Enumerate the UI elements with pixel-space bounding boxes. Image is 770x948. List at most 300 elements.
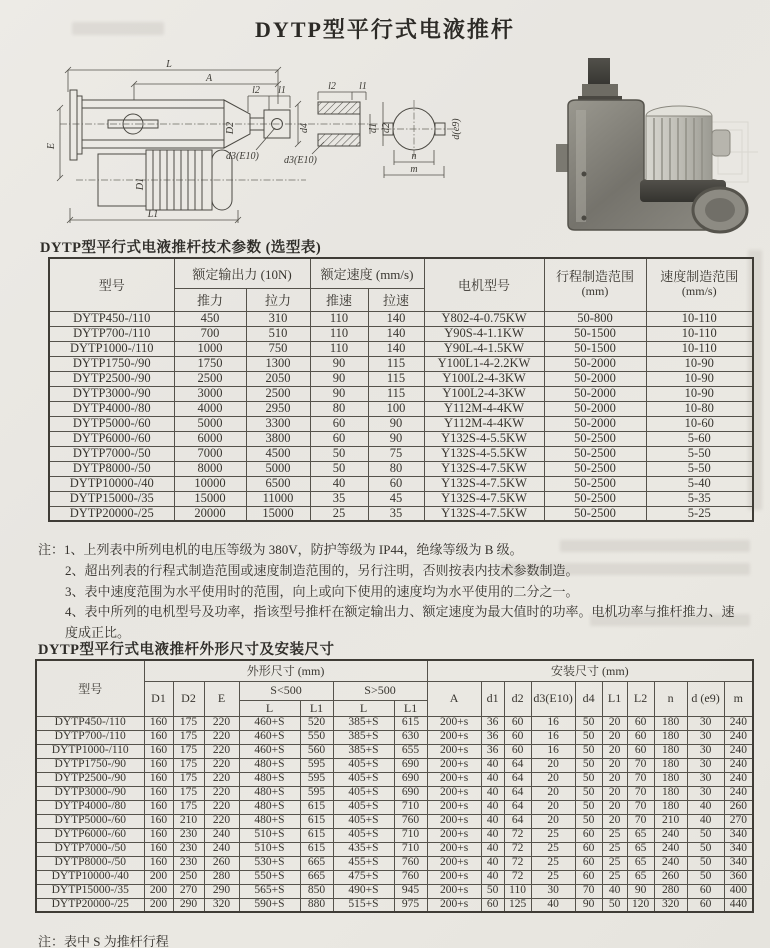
cell: 880 xyxy=(300,898,333,912)
cell: 20 xyxy=(531,800,575,814)
cell: 200+s xyxy=(427,884,481,898)
cell: 240 xyxy=(724,772,753,786)
col-stroke-range-unit: (mm) xyxy=(581,284,609,299)
dim-label-L1: L1 xyxy=(147,209,159,220)
table-row xyxy=(49,506,753,521)
cell: 20 xyxy=(602,814,627,828)
cell: 290 xyxy=(173,898,204,912)
cell: 455+S xyxy=(333,856,394,870)
cell: 10000 xyxy=(174,476,246,491)
dim-label-m: m xyxy=(410,164,418,175)
cell: 310 xyxy=(246,311,310,326)
cell: 64 xyxy=(504,800,531,814)
cell: 700 xyxy=(174,326,246,341)
cell: 200+s xyxy=(427,786,481,800)
dim-label-d4: d4 xyxy=(299,123,310,133)
cell: 220 xyxy=(204,758,239,772)
cell: 560 xyxy=(300,744,333,758)
cell: 90 xyxy=(310,371,368,386)
cell: 515+S xyxy=(333,898,394,912)
cell: 665 xyxy=(300,856,333,870)
col2-A: A xyxy=(427,681,481,716)
table-row xyxy=(49,416,753,431)
cell: 280 xyxy=(654,884,687,898)
table-row xyxy=(49,386,753,401)
cell: 70 xyxy=(627,772,654,786)
dim-label-de9: d(e9) xyxy=(451,118,462,140)
cell: 595 xyxy=(300,758,333,772)
cell: 90 xyxy=(368,431,424,446)
cell: 7000 xyxy=(174,446,246,461)
cell: 240 xyxy=(724,730,753,744)
cell: 60 xyxy=(687,884,724,898)
cell: 210 xyxy=(654,814,687,828)
cell: Y132S-4-5.5KW xyxy=(424,431,544,446)
cell: 220 xyxy=(204,730,239,744)
cell: 36 xyxy=(481,716,504,730)
col2-D1: D1 xyxy=(144,681,173,716)
cell: Y132S-4-7.5KW xyxy=(424,461,544,476)
cell: 175 xyxy=(173,716,204,730)
dimension-table xyxy=(35,659,754,913)
cell: 15000 xyxy=(246,506,310,521)
cell: 110 xyxy=(310,311,368,326)
cell: 405+S xyxy=(333,772,394,786)
cell: 200 xyxy=(144,884,173,898)
cell: DYTP3000-/90 xyxy=(49,386,174,401)
cell: 40 xyxy=(481,814,504,828)
cell: 460+S xyxy=(239,730,300,744)
page-title: DYTP型平行式电液推杆 xyxy=(255,17,515,42)
cell: DYTP5000-/60 xyxy=(36,814,144,828)
cell: 36 xyxy=(481,730,504,744)
cell: Y100L2-4-3KW xyxy=(424,386,544,401)
cell: 405+S xyxy=(333,814,394,828)
col-pull-speed: 拉速 xyxy=(368,288,424,311)
cell: 510+S xyxy=(239,828,300,842)
cell: DYTP20000-/25 xyxy=(36,898,144,912)
cell: 25 xyxy=(602,842,627,856)
cell: 480+S xyxy=(239,800,300,814)
cell: 25 xyxy=(602,856,627,870)
cell: 260 xyxy=(204,856,239,870)
cell: 50-2500 xyxy=(544,446,646,461)
col2-install-group: 安装尺寸 (mm) xyxy=(427,660,753,681)
col-stroke-range-title: 行程制造范围 xyxy=(556,269,635,285)
col2-d3: d3(E10) xyxy=(531,681,575,716)
table-row xyxy=(36,716,753,730)
cell: 3300 xyxy=(246,416,310,431)
cell: 200+s xyxy=(427,758,481,772)
cell: 60 xyxy=(310,416,368,431)
cell: 480+S xyxy=(239,758,300,772)
cell: DYTP1000-/110 xyxy=(49,341,174,356)
cell: 630 xyxy=(394,730,427,744)
cell: 760 xyxy=(394,870,427,884)
cell: 20 xyxy=(531,786,575,800)
cell: 16 xyxy=(531,730,575,744)
table-row xyxy=(49,491,753,506)
cell: 50 xyxy=(687,856,724,870)
cell: 70 xyxy=(627,786,654,800)
cell: 50-2500 xyxy=(544,476,646,491)
cell: 3000 xyxy=(174,386,246,401)
cell: 655 xyxy=(394,744,427,758)
cell: 50-1500 xyxy=(544,341,646,356)
cell: 180 xyxy=(654,730,687,744)
cell: 160 xyxy=(144,744,173,758)
cell: Y132S-4-7.5KW xyxy=(424,491,544,506)
cell: 60 xyxy=(504,744,531,758)
cell: 50-1500 xyxy=(544,326,646,341)
cell: 65 xyxy=(627,856,654,870)
cell: DYTP2500-/90 xyxy=(36,772,144,786)
cell: 40 xyxy=(481,856,504,870)
col-pull-force: 拉力 xyxy=(246,288,310,311)
cell: 710 xyxy=(394,828,427,842)
cell: 160 xyxy=(144,814,173,828)
cell: 40 xyxy=(481,870,504,884)
cell: 6000 xyxy=(174,431,246,446)
col-speed-range-unit: (mm/s) xyxy=(681,284,717,299)
col2-de9: d (e9) xyxy=(687,681,724,716)
col2-s-lt-500: S<500 xyxy=(239,681,333,700)
cell: 50-2000 xyxy=(544,386,646,401)
cell: 220 xyxy=(204,744,239,758)
cell: 50 xyxy=(310,461,368,476)
spec-table xyxy=(48,257,754,522)
cell: DYTP1750-/90 xyxy=(49,356,174,371)
cell: 405+S xyxy=(333,800,394,814)
table-row xyxy=(36,786,753,800)
cell: DYTP700-/110 xyxy=(36,730,144,744)
cell: Y112M-4-4KW xyxy=(424,401,544,416)
cell: 240 xyxy=(654,856,687,870)
cell: 550+S xyxy=(239,870,300,884)
dim-label-n: n xyxy=(411,151,417,162)
cell: 230 xyxy=(173,856,204,870)
dim-label-d3-detail: d3(E10) xyxy=(284,155,317,166)
cell: DYTP8000-/50 xyxy=(36,856,144,870)
cell: 690 xyxy=(394,758,427,772)
cell: 160 xyxy=(144,786,173,800)
cell: 60 xyxy=(310,431,368,446)
dim-label-d1: d1 xyxy=(368,123,379,133)
cell: 72 xyxy=(504,856,531,870)
cell: 60 xyxy=(627,716,654,730)
cell: DYTP15000-/35 xyxy=(49,491,174,506)
cell: 110 xyxy=(310,341,368,356)
cell: 340 xyxy=(724,856,753,870)
cell: 40 xyxy=(310,476,368,491)
cell: 160 xyxy=(144,842,173,856)
cell: 4000 xyxy=(174,401,246,416)
cell: 65 xyxy=(627,828,654,842)
table-row xyxy=(36,870,753,884)
cell: 200+s xyxy=(427,716,481,730)
cell: DYTP10000-/40 xyxy=(49,476,174,491)
cell: 140 xyxy=(368,326,424,341)
cell: Y132S-4-7.5KW xyxy=(424,506,544,521)
cell: 60 xyxy=(504,716,531,730)
cell: 20000 xyxy=(174,506,246,521)
cell: 60 xyxy=(575,870,602,884)
cell: 565+S xyxy=(239,884,300,898)
cell: 160 xyxy=(144,758,173,772)
cell: 50 xyxy=(575,814,602,828)
cell: DYTP10000-/40 xyxy=(36,870,144,884)
cell: 180 xyxy=(654,716,687,730)
cell: 200+s xyxy=(427,800,481,814)
cell: 760 xyxy=(394,814,427,828)
cell: 36 xyxy=(481,744,504,758)
cell: 65 xyxy=(627,870,654,884)
table-row xyxy=(49,431,753,446)
cell: 200+s xyxy=(427,730,481,744)
cell: 615 xyxy=(300,842,333,856)
cell: 60 xyxy=(575,842,602,856)
cell: 595 xyxy=(300,772,333,786)
cell: 175 xyxy=(173,758,204,772)
cell: 3800 xyxy=(246,431,310,446)
cell: 20 xyxy=(602,800,627,814)
cell: 40 xyxy=(481,842,504,856)
cell: DYTP2500-/90 xyxy=(49,371,174,386)
cell: 10-90 xyxy=(646,386,753,401)
note-item-3: 3、表中速度范围为水平使用时的范围，向上或向下使用的速度均为水平使用的二分之一。 xyxy=(65,583,579,599)
cell: 20 xyxy=(602,758,627,772)
cell: 200 xyxy=(144,898,173,912)
cell: 50 xyxy=(687,870,724,884)
cell: 64 xyxy=(504,786,531,800)
cell: Y112M-4-4KW xyxy=(424,416,544,431)
cell: 60 xyxy=(687,898,724,912)
col2-L1-lt: L1 xyxy=(300,700,333,716)
cell: 80 xyxy=(368,461,424,476)
cell: 200+s xyxy=(427,898,481,912)
cell: DYTP4000-/80 xyxy=(49,401,174,416)
col2-L-lt: L xyxy=(239,700,300,716)
note-item-1: 1、上列表中所列电机的电压等级为 380V，防护等级为 IP44，绝缘等级为 B 级。 xyxy=(64,542,523,557)
cell: 10-110 xyxy=(646,341,753,356)
col-model: 型号 xyxy=(49,258,174,311)
cell: 460+S xyxy=(239,744,300,758)
cell: 5-50 xyxy=(646,446,753,461)
cell: 175 xyxy=(173,744,204,758)
col-stroke-range xyxy=(544,258,646,311)
cell: 50 xyxy=(575,800,602,814)
dim-label-D1: D1 xyxy=(135,177,146,191)
cell: 210 xyxy=(173,814,204,828)
cell: 10-60 xyxy=(646,416,753,431)
cell: 100 xyxy=(368,401,424,416)
dim-label-l2: l2 xyxy=(252,85,260,96)
cell: 480+S xyxy=(239,772,300,786)
cell: 240 xyxy=(724,786,753,800)
cell: 385+S xyxy=(333,730,394,744)
cell: 200+s xyxy=(427,744,481,758)
cell: 40 xyxy=(481,772,504,786)
cell: 50 xyxy=(575,744,602,758)
note-item-2: 2、超出列表的行程式制造范围或速度制造范围的，另行注明，否则按表内技术参数制造。 xyxy=(65,562,579,578)
cell: 220 xyxy=(204,786,239,800)
cell: 72 xyxy=(504,870,531,884)
table2-note: 注：表中 S 为推杆行程 xyxy=(38,934,169,948)
col-speed-group: 额定速度 (mm/s) xyxy=(310,258,424,288)
cell: 40 xyxy=(531,898,575,912)
col2-m: m xyxy=(724,681,753,716)
table-row xyxy=(49,311,753,326)
cell: 50 xyxy=(575,716,602,730)
cell: 340 xyxy=(724,842,753,856)
cell: 50 xyxy=(575,730,602,744)
cell: 1000 xyxy=(174,341,246,356)
cell: 220 xyxy=(204,814,239,828)
cell: 10-90 xyxy=(646,356,753,371)
cell: 50 xyxy=(481,884,504,898)
cell: 220 xyxy=(204,716,239,730)
cell: 50-800 xyxy=(544,311,646,326)
cell: 140 xyxy=(368,341,424,356)
table-row xyxy=(49,446,753,461)
cell: 200+s xyxy=(427,842,481,856)
cell: 115 xyxy=(368,386,424,401)
cell: 30 xyxy=(687,786,724,800)
cell: 160 xyxy=(144,772,173,786)
col-output-group: 额定输出力 (10N) xyxy=(174,258,310,288)
cell: 10-90 xyxy=(646,371,753,386)
cell: DYTP7000-/50 xyxy=(49,446,174,461)
cell: 240 xyxy=(654,828,687,842)
cell: 2950 xyxy=(246,401,310,416)
table-row xyxy=(36,898,753,912)
col-push-force: 推力 xyxy=(174,288,246,311)
cell: 435+S xyxy=(333,842,394,856)
technical-drawing xyxy=(26,58,531,230)
cell: 50 xyxy=(575,772,602,786)
cell: Y90L-4-1.5KW xyxy=(424,341,544,356)
cell: 70 xyxy=(575,884,602,898)
dim-label-l1: l1 xyxy=(278,85,286,96)
cell: 30 xyxy=(687,772,724,786)
cell: 180 xyxy=(654,744,687,758)
cell: 64 xyxy=(504,758,531,772)
cell: 450 xyxy=(174,311,246,326)
col2-n: n xyxy=(654,681,687,716)
cell: 40 xyxy=(687,800,724,814)
cell: DYTP4000-/80 xyxy=(36,800,144,814)
cell: 6500 xyxy=(246,476,310,491)
cell: 70 xyxy=(627,800,654,814)
cell: 690 xyxy=(394,772,427,786)
cell: 90 xyxy=(627,884,654,898)
cell: 280 xyxy=(204,870,239,884)
cell: 385+S xyxy=(333,716,394,730)
cell: DYTP20000-/25 xyxy=(49,506,174,521)
cell: 945 xyxy=(394,884,427,898)
col2-L2: L2 xyxy=(627,681,654,716)
cell: 360 xyxy=(724,870,753,884)
cell: 20 xyxy=(602,744,627,758)
cell: 615 xyxy=(300,828,333,842)
cell: 1300 xyxy=(246,356,310,371)
cell: 175 xyxy=(173,730,204,744)
cell: 20 xyxy=(531,772,575,786)
cell: 25 xyxy=(310,506,368,521)
cell: 45 xyxy=(368,491,424,506)
cell: 405+S xyxy=(333,786,394,800)
cell: 50-2000 xyxy=(544,356,646,371)
cell: 200+s xyxy=(427,828,481,842)
cell: 460+S xyxy=(239,716,300,730)
table-row xyxy=(49,356,753,371)
cell: 30 xyxy=(687,716,724,730)
cell: 25 xyxy=(531,856,575,870)
cell: 110 xyxy=(310,326,368,341)
cell: DYTP8000-/50 xyxy=(49,461,174,476)
table2-heading: DYTP型平行式电液推杆外形尺寸及安装尺寸 xyxy=(38,642,335,658)
cell: 20 xyxy=(602,772,627,786)
cell: 20 xyxy=(602,716,627,730)
cell: 70 xyxy=(627,814,654,828)
cell: 25 xyxy=(531,842,575,856)
cell: 10-110 xyxy=(646,326,753,341)
notes xyxy=(38,540,743,644)
cell: 140 xyxy=(368,311,424,326)
cell: DYTP3000-/90 xyxy=(36,786,144,800)
cell: 65 xyxy=(627,842,654,856)
table-row xyxy=(49,476,753,491)
table-row xyxy=(49,341,753,356)
dim-label-D2: D2 xyxy=(225,121,236,135)
dim-label-l1-detail: l1 xyxy=(359,81,367,92)
cell: Y132S-4-5.5KW xyxy=(424,446,544,461)
cell: 710 xyxy=(394,800,427,814)
cell: 240 xyxy=(724,716,753,730)
cell: Y802-4-0.75KW xyxy=(424,311,544,326)
table-row xyxy=(49,461,753,476)
cell: 75 xyxy=(368,446,424,461)
table-row xyxy=(36,772,753,786)
col2-L1-gt: L1 xyxy=(394,700,427,716)
cell: 2500 xyxy=(174,371,246,386)
cell: 5-60 xyxy=(646,431,753,446)
cell: 975 xyxy=(394,898,427,912)
cell: 30 xyxy=(687,744,724,758)
dim-label-L: L xyxy=(166,59,172,70)
cell: 270 xyxy=(173,884,204,898)
cell: 440 xyxy=(724,898,753,912)
cell: 180 xyxy=(654,758,687,772)
cell: 240 xyxy=(204,828,239,842)
cell: 320 xyxy=(204,898,239,912)
cell: 30 xyxy=(531,884,575,898)
cell: 510+S xyxy=(239,842,300,856)
col-push-speed: 推速 xyxy=(310,288,368,311)
cell: 60 xyxy=(368,476,424,491)
cell: 595 xyxy=(300,786,333,800)
cell: 200+s xyxy=(427,856,481,870)
cell: 60 xyxy=(627,744,654,758)
cell: 40 xyxy=(481,786,504,800)
cell: 590+S xyxy=(239,898,300,912)
cell: 50-2500 xyxy=(544,461,646,476)
cell: 175 xyxy=(173,772,204,786)
table-row xyxy=(36,744,753,758)
cell: 40 xyxy=(687,814,724,828)
note-prefix: 注： xyxy=(38,542,65,557)
cell: 5-35 xyxy=(646,491,753,506)
